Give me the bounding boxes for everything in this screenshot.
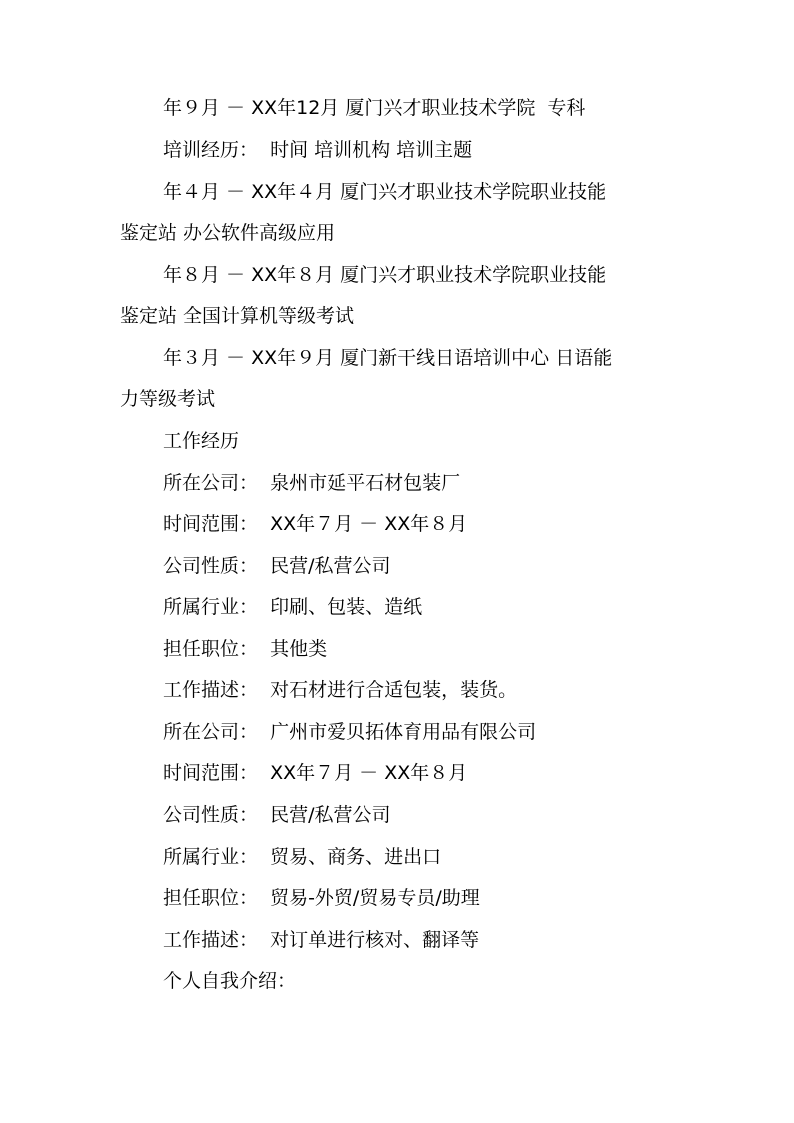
- education-entry-line: 年９月 － XX年12月 厦门兴才职业技术学院 专科: [163, 97, 586, 119]
- position-field-line: 担任职位： 其他类: [163, 638, 328, 660]
- training-entry-line-cont: 力等级考试: [120, 388, 216, 410]
- work-history-heading: 工作经历: [163, 430, 240, 452]
- position-field-line: 担任职位： 贸易-外贸/贸易专员/助理: [163, 887, 480, 909]
- training-header-line: 培训经历： 时间 培训机构 培训主题: [163, 139, 473, 161]
- description-field-line: 工作描述： 对订单进行核对、翻译等: [163, 929, 480, 951]
- time-range-field-line: 时间范围： XX年７月 － XX年８月: [163, 762, 468, 784]
- industry-field-line: 所属行业： 贸易、商务、进出口: [163, 846, 442, 868]
- time-range-field-line: 时间范围： XX年７月 － XX年８月: [163, 513, 468, 535]
- training-entry-line-cont: 鉴定站 办公软件高级应用: [120, 222, 336, 244]
- training-entry-line: 年３月 － XX年９月 厦门新干线日语培训中心 日语能: [163, 347, 613, 369]
- self-introduction-heading: 个人自我介绍：: [163, 970, 297, 992]
- training-entry-line: 年８月 － XX年８月 厦门兴才职业技术学院职业技能: [163, 264, 607, 286]
- company-field-line: 所在公司： 泉州市延平石材包装厂: [163, 472, 461, 494]
- company-field-line: 所在公司： 广州市爱贝拓体育用品有限公司: [163, 721, 537, 743]
- training-entry-line: 年４月 － XX年４月 厦门兴才职业技术学院职业技能: [163, 181, 607, 203]
- training-entry-line-cont: 鉴定站 全国计算机等级考试: [120, 305, 355, 327]
- company-type-field-line: 公司性质： 民营/私营公司: [163, 804, 391, 826]
- industry-field-line: 所属行业： 印刷、包装、造纸: [163, 596, 423, 618]
- description-field-line: 工作描述： 对石材进行合适包装，装货。: [163, 679, 518, 701]
- company-type-field-line: 公司性质： 民营/私营公司: [163, 555, 391, 577]
